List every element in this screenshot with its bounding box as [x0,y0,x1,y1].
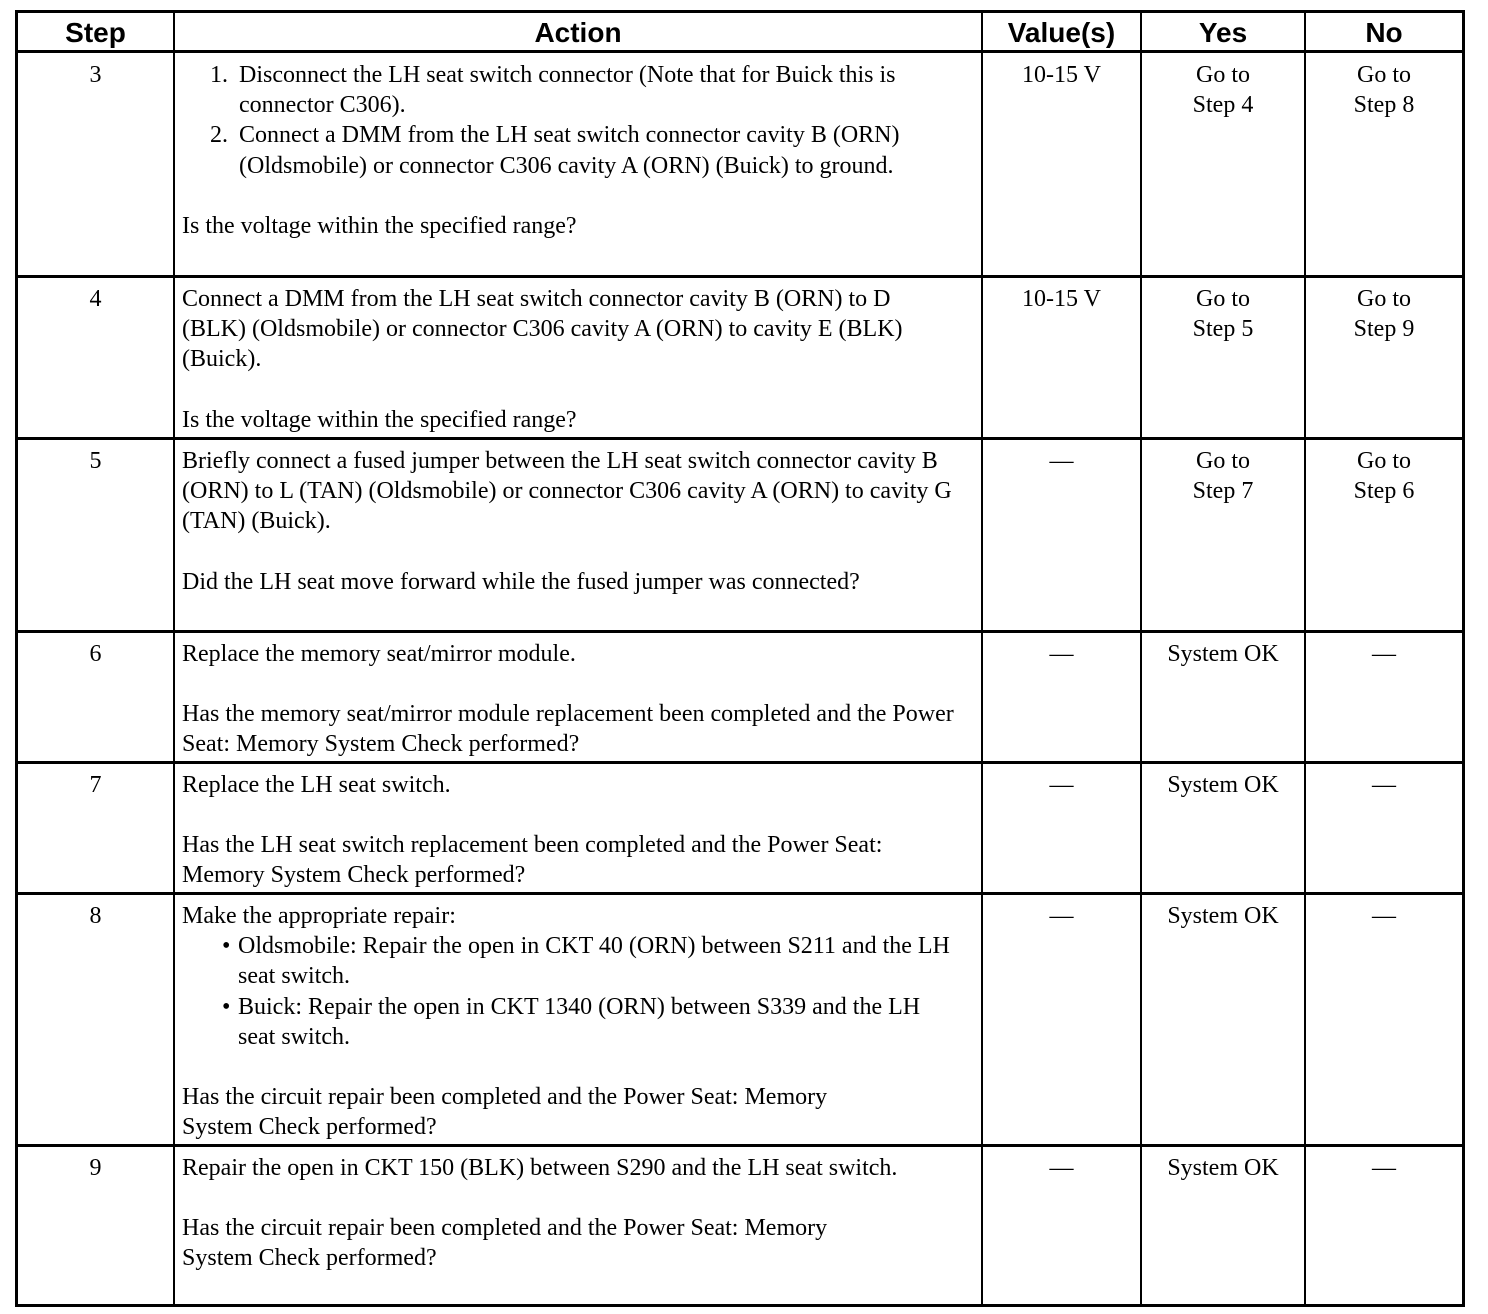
diagnostic-table [15,10,1465,1307]
list-number: 1. [210,62,228,88]
no-cell [1306,60,1462,120]
list-text: Disconnect the LH seat switch connector (Note that for Buick this is connector C306). [239,62,896,119]
col-divider [173,13,175,1304]
list-text: Buick: Repair the open in CKT 1340 (ORN) between S339 and the LH seat switch. [238,993,921,1050]
action-cell [182,639,974,760]
list-item [182,60,974,120]
row-divider [18,275,1462,278]
step-number: 8 [89,903,102,929]
bullet-list [182,931,974,1052]
no-line: Step 9 [1353,316,1415,343]
action-text: Replace the LH seat switch. [182,772,451,798]
action-question: Has the circuit repair been completed and the Power Seat: Memory System Check performed? [182,1215,828,1272]
yes-line: Step 7 [1192,478,1254,505]
action-cell [182,60,974,241]
step-number: 6 [89,641,102,667]
yes-line: Go to [1196,62,1250,88]
header-action: Action [534,17,622,48]
value-cell: — [1049,1155,1074,1181]
yes-cell [1142,446,1304,506]
no-cell: — [1372,772,1396,798]
list-item [182,992,974,1052]
action-cell [182,284,922,435]
yes-cell: System OK [1167,772,1279,798]
action-text: Connect a DMM from the LH seat switch connector cavity B (ORN) to D (BLK) (Oldsmobile) or connector C306 cavity A (ORN) to cavity E (BLK) (Buick). [182,286,903,373]
row-divider [18,761,1462,764]
header-values: Value(s) [1007,17,1116,48]
action-question: Has the LH seat switch replacement been completed and the Power Seat: Memory System Check performed? [182,832,883,889]
no-cell: — [1372,903,1396,929]
row-divider [18,892,1462,895]
no-line: Go to [1357,62,1411,88]
no-line: Step 8 [1353,92,1415,119]
no-line: Step 6 [1353,478,1415,505]
no-cell [1306,446,1462,506]
action-cell [182,901,974,1142]
no-cell [1306,284,1462,344]
header-step: Step [65,17,126,48]
numbered-list [182,60,974,181]
value-cell: — [1049,772,1074,798]
step-number: 3 [89,62,102,88]
value-cell: — [1049,641,1074,667]
no-cell: — [1372,1155,1396,1181]
yes-cell: System OK [1167,903,1279,929]
value-cell: — [1049,903,1074,929]
action-question: Did the LH seat move forward while the fused jumper was connected? [182,568,860,595]
action-cell [182,770,922,891]
list-text: Oldsmobile: Repair the open in CKT 40 (ORN) between S211 and the LH seat switch. [238,933,950,990]
yes-cell: System OK [1167,1155,1279,1181]
action-text: Replace the memory seat/mirror module. [182,641,576,667]
row-divider [18,437,1462,440]
action-question: Has the circuit repair been completed and the Power Seat: Memory System Check performed? [182,1084,828,1141]
yes-line: Go to [1196,448,1250,474]
action-question: Is the voltage within the specified range? [182,212,577,239]
header-no: No [1365,17,1403,48]
value-cell: — [1049,448,1074,474]
yes-cell: System OK [1167,641,1279,667]
action-cell [182,446,962,597]
action-text: Make the appropriate repair: [182,903,456,929]
step-number: 5 [89,448,102,474]
value-cell: 10-15 V [1022,286,1101,312]
bullet-icon: • [222,933,231,960]
list-item [182,931,974,991]
yes-line: Step 4 [1192,92,1254,119]
action-text: Repair the open in CKT 150 (BLK) between S290 and the LH seat switch. [182,1155,898,1181]
row-divider [18,630,1462,633]
list-number: 2. [210,122,228,149]
list-text: Connect a DMM from the LH seat switch connector cavity B (ORN) (Oldsmobile) or connector C306 cavity A (ORN) (Buick) to ground. [239,122,900,179]
bullet-icon: • [222,993,231,1020]
action-text: Briefly connect a fused jumper between the LH seat switch connector cavity B (ORN) to L (TAN) (Oldsmobile) or connector C306 cavity A (ORN) to cavity G (TAN) (Buick). [182,448,952,535]
yes-line: Step 5 [1192,316,1254,343]
no-cell: — [1372,641,1396,667]
step-number: 9 [89,1155,102,1181]
action-question: Is the voltage within the specified range? [182,406,577,433]
yes-cell [1142,60,1304,120]
step-number: 7 [89,772,102,798]
list-item [182,120,974,180]
header-yes: Yes [1198,17,1248,48]
yes-cell [1142,284,1304,344]
step-number: 4 [89,286,102,312]
action-question: Has the memory seat/mirror module replacement been completed and the Power Seat: Memory System Check performed? [182,701,954,758]
row-divider [18,1144,1462,1147]
action-cell [182,1153,942,1274]
no-line: Go to [1357,448,1411,474]
value-cell: 10-15 V [1022,62,1101,88]
no-line: Go to [1357,286,1411,312]
yes-line: Go to [1196,286,1250,312]
